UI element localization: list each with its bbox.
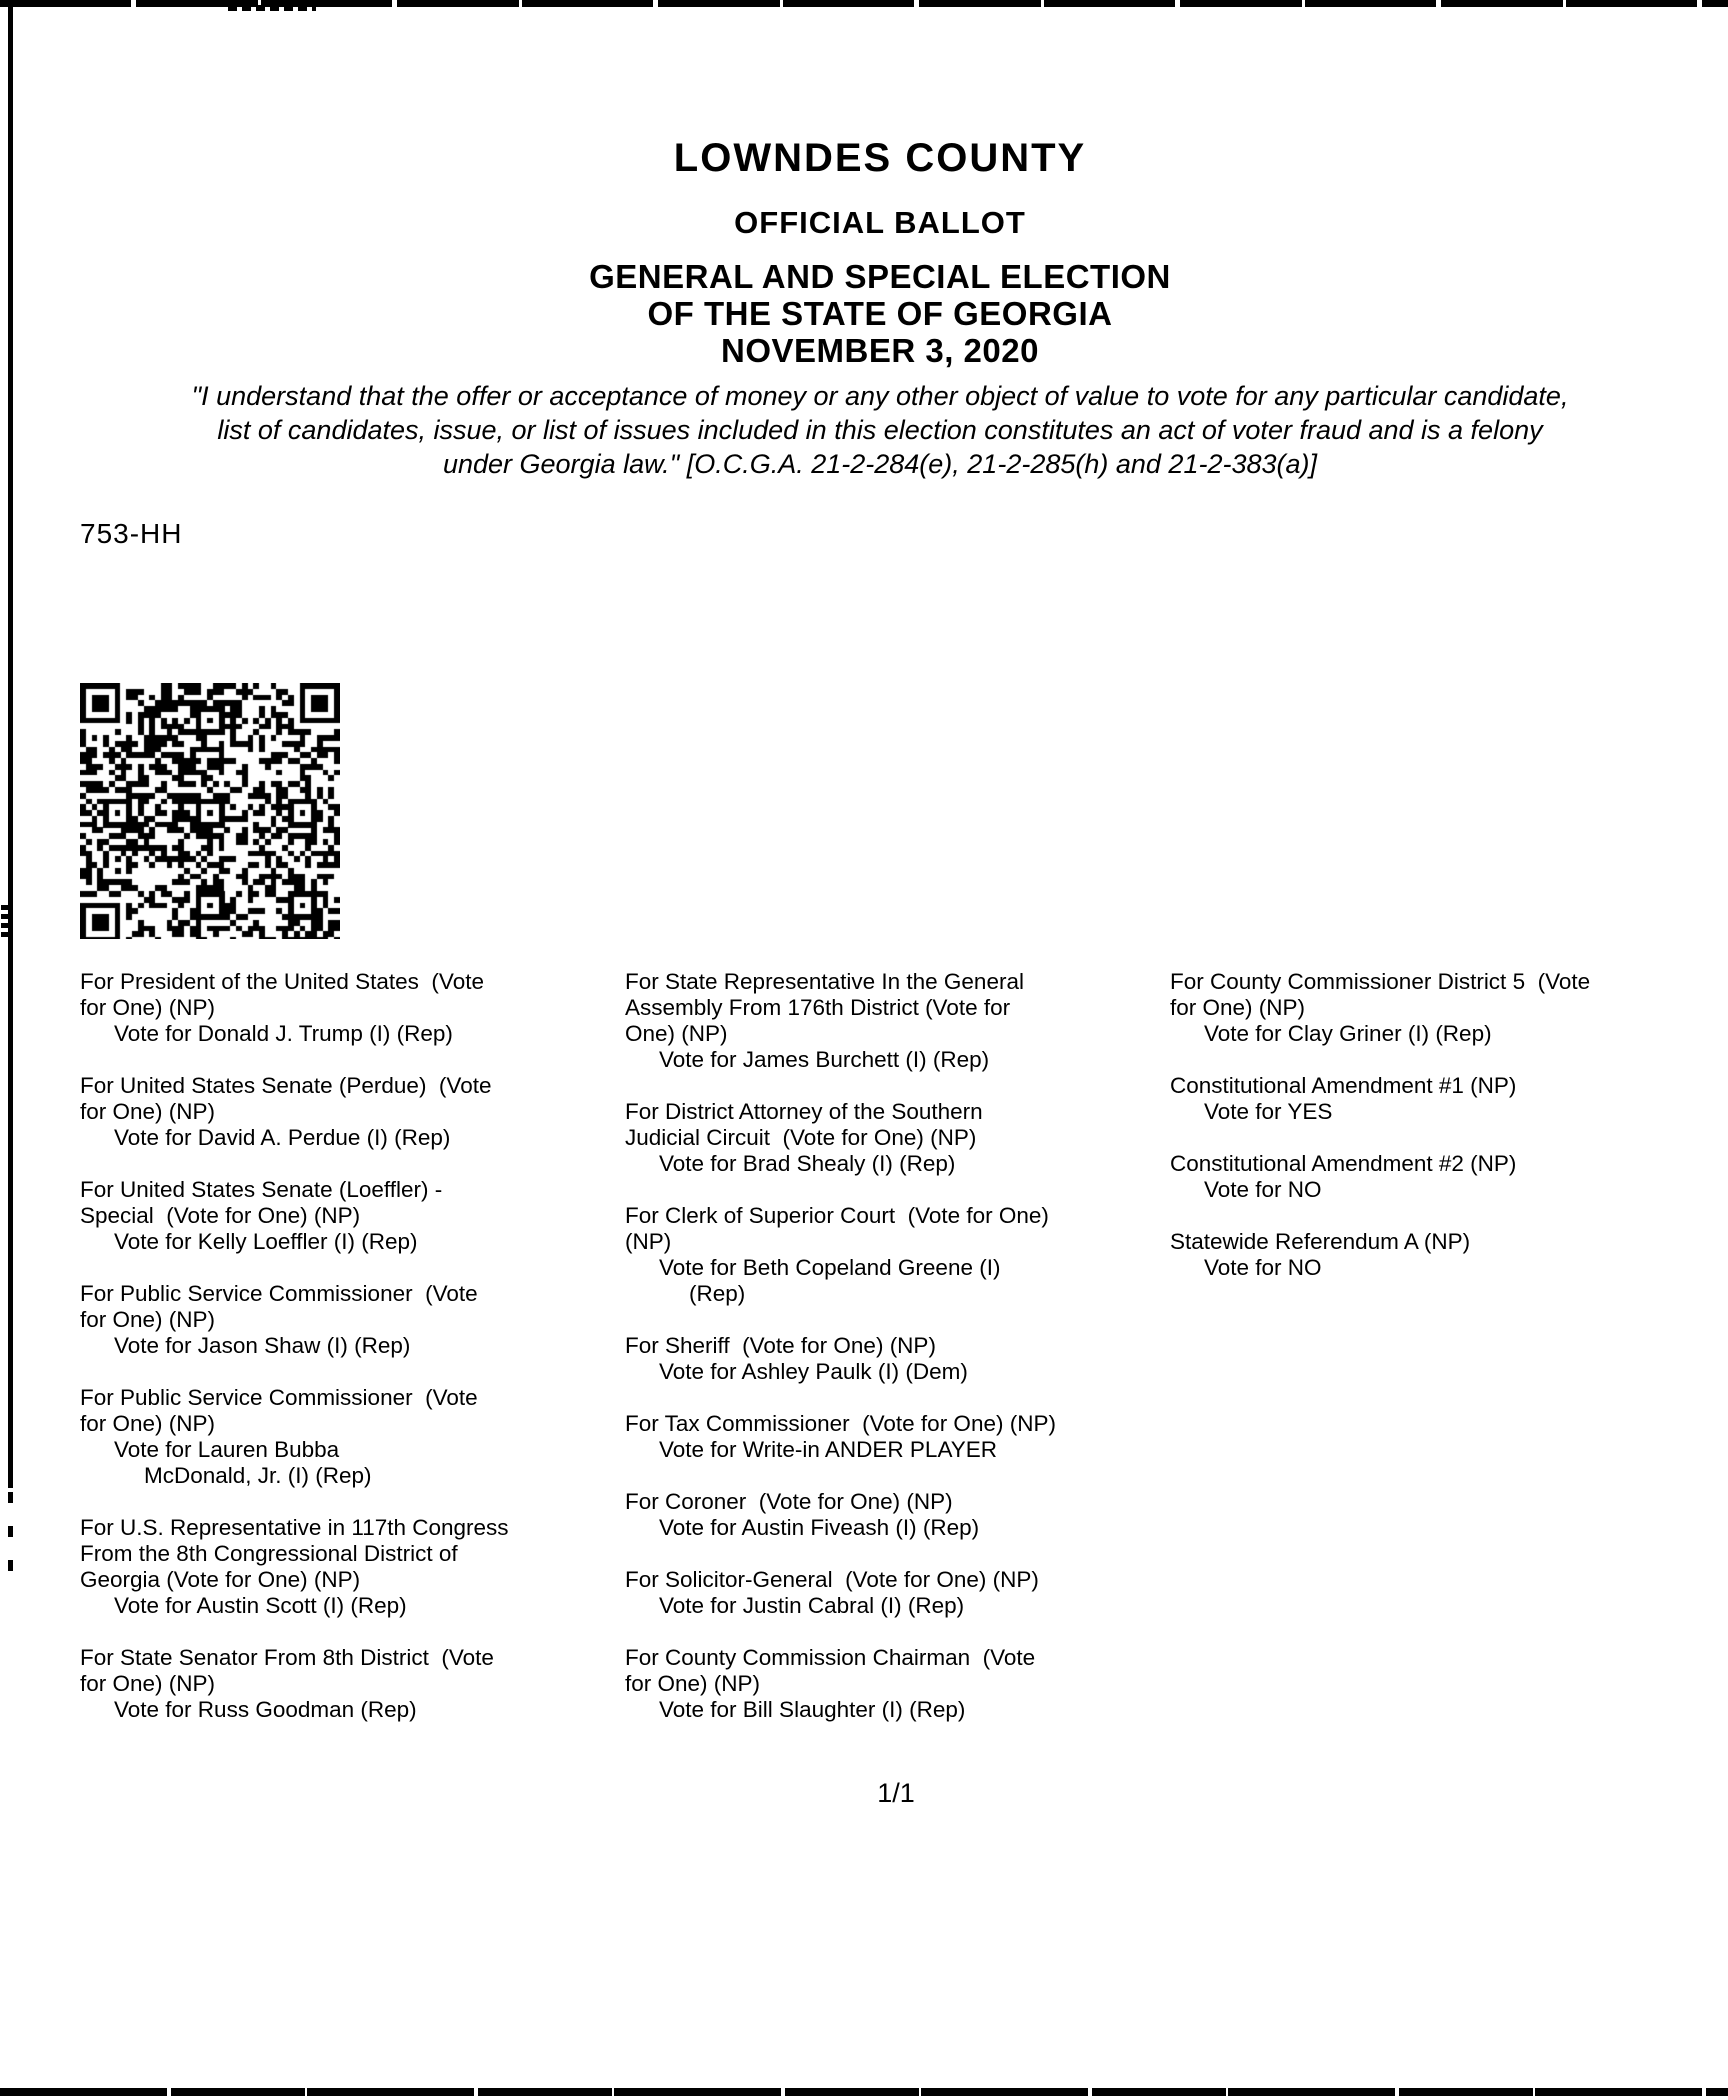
contest [625, 969, 1135, 1073]
ballot-type-title: OFFICIAL BALLOT [734, 205, 1026, 240]
vote-selection-line: Vote for Beth Copeland Greene (I) [659, 1255, 1001, 1280]
contest-title-line: For State Representative In the General [625, 969, 1024, 994]
contest-title-line: for One) (NP) [1170, 995, 1306, 1020]
contest-title-line: Statewide Referendum A (NP) [1170, 1229, 1471, 1254]
vote-selection-line: Vote for Ashley Paulk (I) (Dem) [659, 1359, 968, 1384]
precinct-code: 753-HH [80, 518, 183, 549]
contest [625, 1411, 1135, 1463]
fraud-disclaimer [32, 379, 1728, 481]
contest [625, 1645, 1135, 1723]
contest-title-line: Constitutional Amendment #1 (NP) [1170, 1073, 1517, 1098]
contest-title-line: For United States Senate (Perdue) (Vote [80, 1073, 492, 1098]
vote-selection-line: Vote for NO [1204, 1255, 1322, 1280]
contest [1170, 1229, 1728, 1281]
contest-title-line: One) (NP) [625, 1021, 728, 1046]
qr-code [80, 683, 340, 939]
page-number: 1/1 [877, 1778, 915, 1808]
contest-title-line: For Coroner (Vote for One) (NP) [625, 1489, 953, 1514]
ballot-column [625, 969, 1135, 1749]
scan-artifact-top-marks [228, 5, 316, 11]
election-title-line: OF THE STATE OF GEORGIA [647, 295, 1113, 332]
contest-title-line: Special (Vote for One) (NP) [80, 1203, 361, 1228]
contest [1170, 1073, 1728, 1125]
contest-title-line: For United States Senate (Loeffler) - [80, 1177, 443, 1202]
contest-title-line: For Public Service Commissioner (Vote [80, 1385, 478, 1410]
contest-title-line: for One) (NP) [80, 1671, 216, 1696]
vote-selection-line: Vote for Clay Griner (I) (Rep) [1204, 1021, 1492, 1046]
contest [80, 1515, 585, 1619]
contest-title-line: For County Commission Chairman (Vote [625, 1645, 1036, 1670]
contest [625, 1203, 1135, 1307]
ballot-column [1170, 969, 1728, 1307]
contest-title-line: For Solicitor-General (Vote for One) (NP) [625, 1567, 1039, 1592]
contest-title-line: for One) (NP) [80, 1307, 216, 1332]
contest [625, 1567, 1135, 1619]
county-title: LOWNDES COUNTY [673, 136, 1087, 180]
contest-title-line: For Tax Commissioner (Vote for One) (NP) [625, 1411, 1056, 1436]
election-title-line: NOVEMBER 3, 2020 [721, 332, 1039, 369]
contest-title-line: From the 8th Congressional District of [80, 1541, 458, 1566]
contest [80, 1073, 585, 1151]
contest-title-line: Constitutional Amendment #2 (NP) [1170, 1151, 1517, 1176]
vote-selection-line: Vote for Russ Goodman (Rep) [114, 1697, 417, 1722]
fraud-disclaimer-line: "I understand that the offer or acceptance of money or any other object of value to vote for any particular candidate, [191, 381, 1569, 411]
contest-title-line: (NP) [625, 1229, 672, 1254]
contest-title-line: For Public Service Commissioner (Vote [80, 1281, 478, 1306]
contest [1170, 969, 1728, 1047]
contest-title-line: Judicial Circuit (Vote for One) (NP) [625, 1125, 977, 1150]
contest-title-line: For U.S. Representative in 117th Congress [80, 1515, 509, 1540]
vote-selection-line: Vote for Bill Slaughter (I) (Rep) [659, 1697, 966, 1722]
scan-artifact-bottom-edge [0, 2088, 1728, 2096]
contest [625, 1489, 1135, 1541]
vote-selection-line: Vote for NO [1204, 1177, 1322, 1202]
contest-title-line: for One) (NP) [80, 1411, 216, 1436]
election-title-line: GENERAL AND SPECIAL ELECTION [589, 258, 1171, 295]
contest-title-line: for One) (NP) [80, 995, 216, 1020]
vote-selection-line: Vote for Justin Cabral (I) (Rep) [659, 1593, 965, 1618]
contest-title-line: For Clerk of Superior Court (Vote for One) [625, 1203, 1049, 1228]
contest [1170, 1151, 1728, 1203]
contest [80, 1177, 585, 1255]
vote-selection-line: Vote for Jason Shaw (I) (Rep) [114, 1333, 411, 1358]
fraud-disclaimer-line: list of candidates, issue, or list of issues included in this election constitutes an act of voter fraud and is a felony [217, 415, 1543, 445]
vote-selection-line: (Rep) [689, 1281, 746, 1306]
contest-title-line: for One) (NP) [625, 1671, 761, 1696]
scan-artifact-left-dashes [8, 1492, 13, 1588]
vote-selection-line: Vote for Lauren Bubba [114, 1437, 340, 1462]
vote-selection-line: Vote for Donald J. Trump (I) (Rep) [114, 1021, 453, 1046]
contest-title-line: Georgia (Vote for One) (NP) [80, 1567, 361, 1592]
vote-selection-line: Vote for David A. Perdue (I) (Rep) [114, 1125, 451, 1150]
ballot-header [32, 136, 1728, 369]
contest [625, 1333, 1135, 1385]
scan-artifact-left-cluster [1, 905, 8, 941]
contest-title-line: for One) (NP) [80, 1099, 216, 1124]
contest-title-line: For District Attorney of the Southern [625, 1099, 983, 1124]
ballot-column [80, 969, 585, 1749]
contest [80, 1385, 585, 1489]
contest [80, 969, 585, 1047]
contest [80, 1281, 585, 1359]
contest-title-line: For State Senator From 8th District (Vote [80, 1645, 494, 1670]
contest [625, 1099, 1135, 1177]
scan-artifact-left-edge [8, 0, 13, 1488]
vote-selection-line: Vote for Austin Fiveash (I) (Rep) [659, 1515, 980, 1540]
vote-selection-line: Vote for YES [1204, 1099, 1333, 1124]
vote-selection-line: Vote for Brad Shealy (I) (Rep) [659, 1151, 956, 1176]
contest-title-line: For President of the United States (Vote [80, 969, 484, 994]
contest-title-line: Assembly From 176th District (Vote for [625, 995, 1011, 1020]
vote-selection-line: Vote for James Burchett (I) (Rep) [659, 1047, 990, 1072]
contest-title-line: For County Commissioner District 5 (Vote [1170, 969, 1591, 994]
contest-title-line: For Sheriff (Vote for One) (NP) [625, 1333, 936, 1358]
contest [80, 1645, 585, 1723]
vote-selection-line: Vote for Write-in ANDER PLAYER [659, 1437, 998, 1462]
vote-selection-line: Vote for Austin Scott (I) (Rep) [114, 1593, 407, 1618]
vote-selection-line: McDonald, Jr. (I) (Rep) [144, 1463, 372, 1488]
vote-selection-line: Vote for Kelly Loeffler (I) (Rep) [114, 1229, 418, 1254]
fraud-disclaimer-line: under Georgia law." [O.C.G.A. 21-2-284(e), 21-2-285(h) and 21-2-383(a)] [442, 449, 1318, 479]
